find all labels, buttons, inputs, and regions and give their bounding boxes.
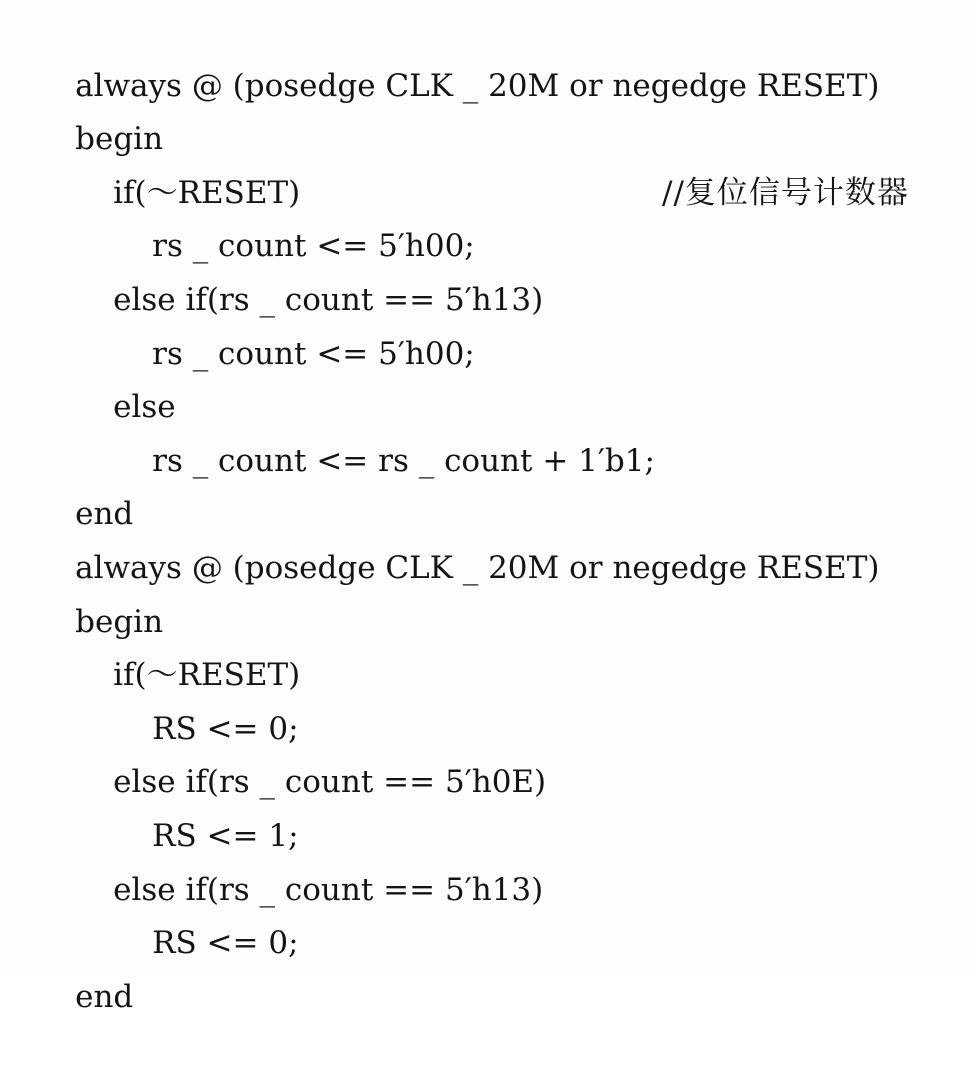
code-line-13: [16, 649, 966, 747]
code-line-text: begin: [75, 603, 164, 640]
code-line-5: [16, 220, 966, 318]
code-line-2: [16, 60, 966, 158]
code-line-text: else if(rs _ count == 5′h0E): [113, 764, 547, 801]
code-line-text: if(～RESET): [113, 657, 301, 694]
code-line-4: [16, 167, 966, 265]
code-line-15: [16, 756, 966, 854]
code-line-text: rs _ count <= rs _ count + 1′b1;: [152, 442, 655, 479]
code-line-text: else if(rs _ count == 5′h13): [113, 281, 544, 318]
code-line-18: [16, 917, 966, 1015]
code-line-text: RS <= 1;: [152, 817, 299, 854]
code-line-17: [16, 864, 966, 962]
code-line-9: [16, 435, 966, 533]
code-line-text: end: [75, 496, 134, 533]
code-line-text: end: [75, 978, 134, 1015]
code-line-7: [16, 328, 966, 426]
code-line-text: begin: [75, 121, 164, 158]
code-line-12: [16, 596, 966, 694]
code-line-8: [16, 381, 966, 479]
code-line-text: rs _ count <= 5′h00;: [152, 228, 475, 265]
code-line-10: [16, 488, 966, 586]
verilog-code-block: [16, 6, 966, 1015]
code-line-text: RS <= 0;: [152, 925, 299, 962]
code-line-text: if(～RESET): [113, 174, 301, 211]
code-line-6: [16, 274, 966, 372]
code-line-11: [16, 542, 966, 640]
code-line-text: RS <= 0;: [152, 710, 299, 747]
code-comment: //复位信号计数器: [662, 174, 909, 211]
code-line-text: rs _ count <= 5′h00;: [152, 335, 475, 372]
code-line-16: [16, 810, 966, 908]
code-line-text: else: [113, 389, 176, 426]
code-line-text: always @ (posedge CLK _ 20M or negedge RESET): [75, 549, 880, 586]
code-line-1: [16, 6, 966, 104]
code-line-text: always @ (posedge CLK _ 20M or negedge RESET): [75, 67, 880, 104]
code-line-text: else if(rs _ count == 5′h13): [113, 871, 544, 908]
code-line-14: [16, 703, 966, 801]
